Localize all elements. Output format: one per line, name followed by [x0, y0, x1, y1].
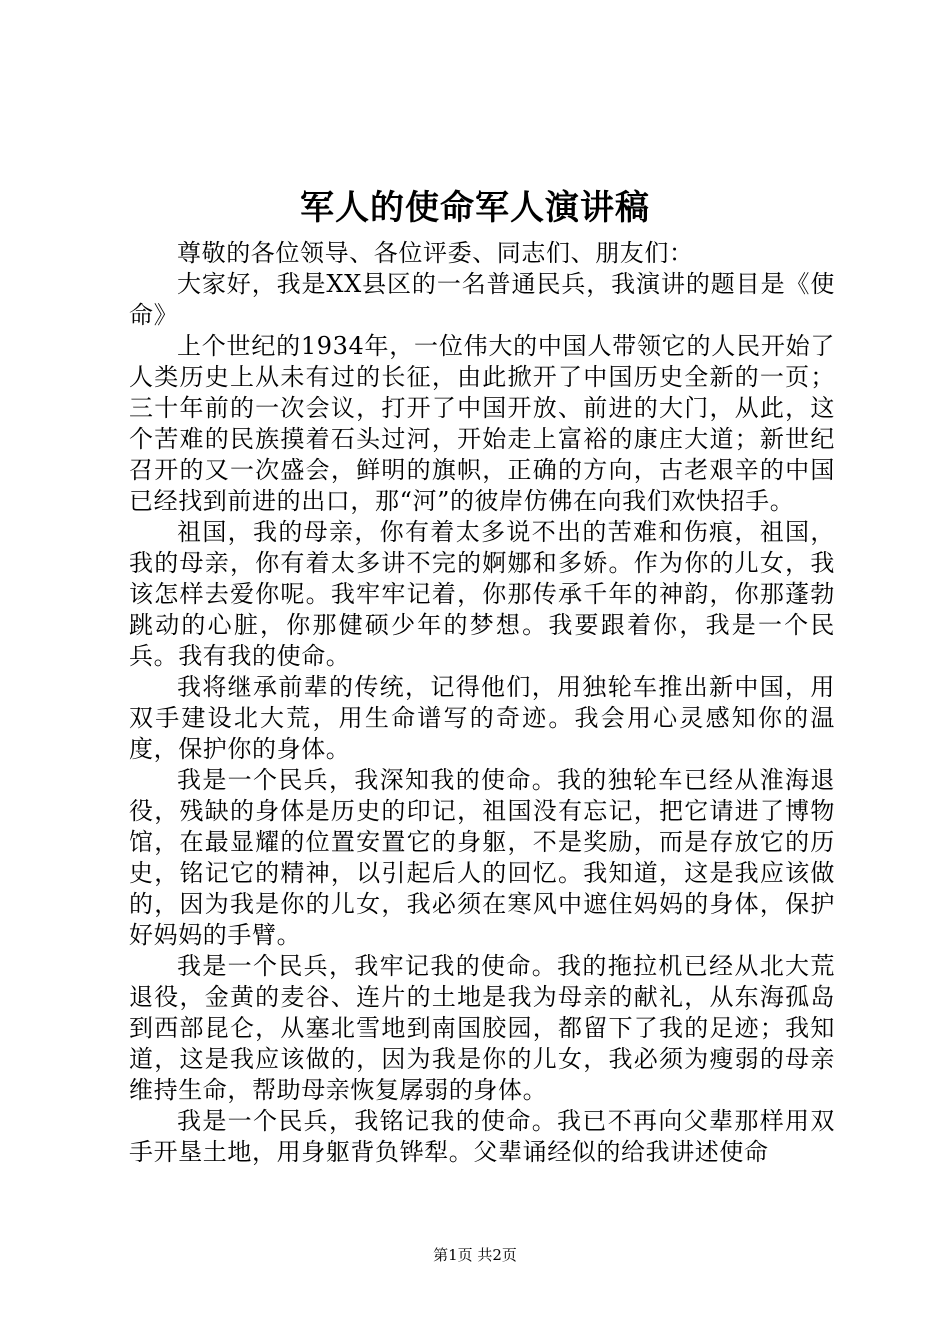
body-paragraph-wheelbarrow: 我是一个民兵，我深知我的使命。我的独轮车已经从淮海退役，残缺的身体是历史的印记，祖国没有忘记，把它请进了博物馆，在最显耀的位置安置它的身躯，不是奖励，而是存放它的历史，铭记它的精神，以引起后人的回忆。我知道，这是我应该做的，因为我是你的儿女，我必须在寒风中遮住妈妈的身体，保护好妈妈的手臂。: [129, 766, 835, 949]
document-title: 军人的使命军人演讲稿: [300, 188, 650, 228]
body-paragraph-mission: 我是一个民兵，我铭记我的使命。我已不再向父辈那样用双手开垦土地，用身躯背负铧犁。父辈诵经似的给我讲述使命: [129, 1107, 835, 1166]
body-paragraph-history: 上个世纪的1934年，一位伟大的中国人带领它的人民开始了人类历史上从未有过的长征，由此掀开了中国历史全新的一页；三十年前的一次会议，打开了中国开放、前进的大门，从此，这个苦难的民族摸着石头过河，开始走上富裕的康庄大道；新世纪召开的又一次盛会，鲜明的旗帜，正确的方向，古老艰辛的中国已经找到前进的出口，那“河”的彼岸仿佛在向我们欢快招手。: [129, 332, 835, 515]
body-paragraph-tractor: 我是一个民兵，我牢记我的使命。我的拖拉机已经从北大荒退役，金黄的麦谷、连片的土地是我为母亲的献礼，从东海孤岛到西部昆仑，从塞北雪地到南国胶园，都留下了我的足迹；我知道，这是我应该做的，因为我是你的儿女，我必须为瘦弱的母亲维持生命，帮助母亲恢复孱弱的身体。: [129, 952, 835, 1104]
body-paragraph-tradition: 我将继承前辈的传统，记得他们，用独轮车推出新中国，用双手建设北大荒，用生命谱写的奇迹。我会用心灵感知你的温度，保护你的身体。: [129, 673, 835, 763]
body-paragraph-intro: 大家好，我是XX县区的一名普通民兵，我演讲的题目是《使命》: [129, 270, 835, 329]
greeting-paragraph: 尊敬的各位领导、各位评委、同志们、朋友们：: [177, 239, 694, 267]
body-paragraph-motherland: 祖国，我的母亲，你有着太多说不出的苦难和伤痕，祖国，我的母亲，你有着太多讲不完的婀娜和多娇。作为你的儿女，我该怎样去爱你呢。我牢牢记着，你那传承千年的神韵，你那蓬勃跳动的心脏，你那健硕少年的梦想。我要跟着你，我是一个民兵。我有我的使命。: [129, 518, 835, 670]
document-body: [129, 238, 835, 1168]
page-footer: 第1页 共2页: [433, 1246, 517, 1264]
